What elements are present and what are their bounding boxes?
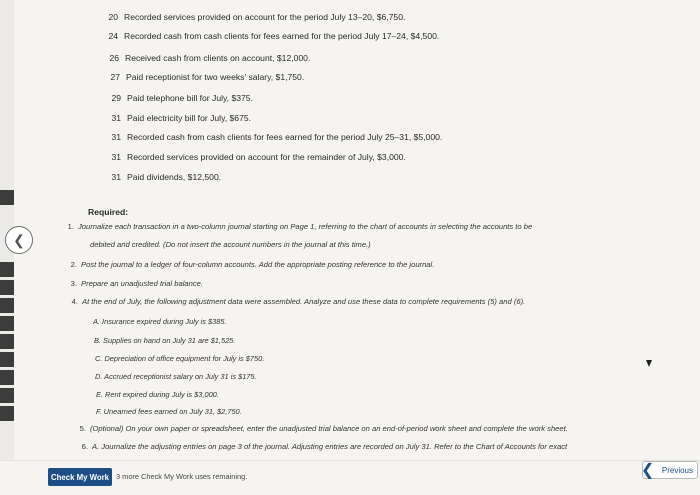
sidebar-tab[interactable]: [0, 190, 14, 205]
chevron-left-icon: ❮: [641, 462, 655, 479]
previous-label: Previous: [661, 465, 693, 475]
transaction-day: 29: [111, 93, 121, 103]
transaction-text: Paid receptionist for two weeks' salary, $1,750.: [126, 72, 305, 82]
sidebar-tab[interactable]: [0, 298, 14, 313]
required-heading: Required:: [88, 207, 129, 217]
transaction-day: 20: [108, 12, 118, 22]
transaction-text: Received cash from clients on account, $12,000.: [125, 53, 311, 63]
adjustment-item: A. Insurance expired during July is $385.: [93, 317, 227, 326]
transaction-text: Recorded services provided on account for the remainder of July, $3,000.: [127, 152, 406, 162]
adjustment-item: D. Accrued receptionist salary on July 31 is $175.: [95, 372, 257, 381]
requirement-text: (Optional) On your own paper or spreadsheet, enter the unadjusted trial balance on an end-of-period work sheet and complete the work sheet.: [90, 424, 568, 433]
requirement-text: At the end of July, the following adjustment data were assembled. Analyze and use these data to complete requirements (5) and (6).: [82, 297, 526, 306]
chevron-left-icon: ❮: [13, 231, 25, 248]
transaction-day: 31: [111, 172, 121, 182]
requirement-text: debited and credited. (Do not insert the account numbers in the journal at this time.): [90, 240, 371, 249]
adjustment-item: B. Supplies on hand on July 31 are $1,525.: [94, 336, 236, 345]
requirement-number: 5.: [79, 424, 86, 433]
sidebar-tab[interactable]: [0, 370, 14, 385]
sidebar-tab[interactable]: [0, 334, 14, 349]
requirement-text: Prepare an unadjusted trial balance.: [81, 279, 204, 288]
transaction-text: Paid dividends, $12,500.: [127, 172, 222, 182]
transaction-text: Recorded cash from cash clients for fees earned for the period July 25–31, $5,000.: [127, 132, 443, 142]
requirement-text: A. Journalize the adjusting entries on page 3 of the journal. Adjusting entries are recorded on July 31. Refer to the Chart of Accounts for exact: [92, 442, 568, 451]
check-remaining-text: 3 more Check My Work uses remaining.: [116, 472, 248, 481]
transaction-day: 27: [110, 72, 120, 82]
previous-button[interactable]: [642, 461, 698, 479]
transaction-text: Paid electricity bill for July, $675.: [127, 113, 252, 123]
transaction-day: 24: [108, 31, 118, 41]
back-button[interactable]: [5, 226, 33, 254]
adjustment-item: F. Unearned fees earned on July 31, $2,750.: [96, 407, 242, 416]
sidebar-tab[interactable]: [0, 316, 14, 331]
transaction-text: Recorded cash from cash clients for fees earned for the period July 17–24, $4,500.: [124, 31, 440, 41]
sidebar-tab[interactable]: [0, 352, 14, 367]
requirement-number: 3.: [70, 279, 77, 288]
requirement-number: 4.: [71, 297, 78, 306]
sidebar-tab[interactable]: [0, 406, 14, 421]
sidebar-tab[interactable]: [0, 262, 14, 277]
adjustment-item: E. Rent expired during July is $3,000.: [96, 390, 219, 399]
requirement-number: 1.: [67, 222, 74, 231]
sidebar-tab[interactable]: [0, 280, 14, 295]
adjustment-item: C. Depreciation of office equipment for July is $750.: [95, 354, 265, 363]
footer-bar: [0, 460, 700, 495]
transaction-day: 31: [111, 113, 121, 123]
requirement-number: 2.: [70, 260, 77, 269]
requirement-text: Journalize each transaction in a two-column journal starting on Page 1, referring to the chart of accounts in selecting the accounts to be: [78, 222, 533, 231]
sidebar-tab[interactable]: [0, 388, 14, 403]
transaction-text: Recorded services provided on account for the period July 13–20, $6,750.: [124, 12, 406, 22]
transaction-text: Paid telephone bill for July, $375.: [127, 93, 253, 103]
check-my-work-button[interactable]: Check My Work: [48, 468, 112, 486]
requirement-text: Post the journal to a ledger of four-column accounts. Add the appropriate posting reference to the journal.: [81, 260, 435, 269]
transaction-day: 31: [111, 152, 121, 162]
transaction-day: 31: [111, 132, 121, 142]
requirement-number: 6.: [81, 442, 88, 451]
transaction-day: 26: [109, 53, 119, 63]
mouse-cursor-icon: [646, 360, 652, 367]
